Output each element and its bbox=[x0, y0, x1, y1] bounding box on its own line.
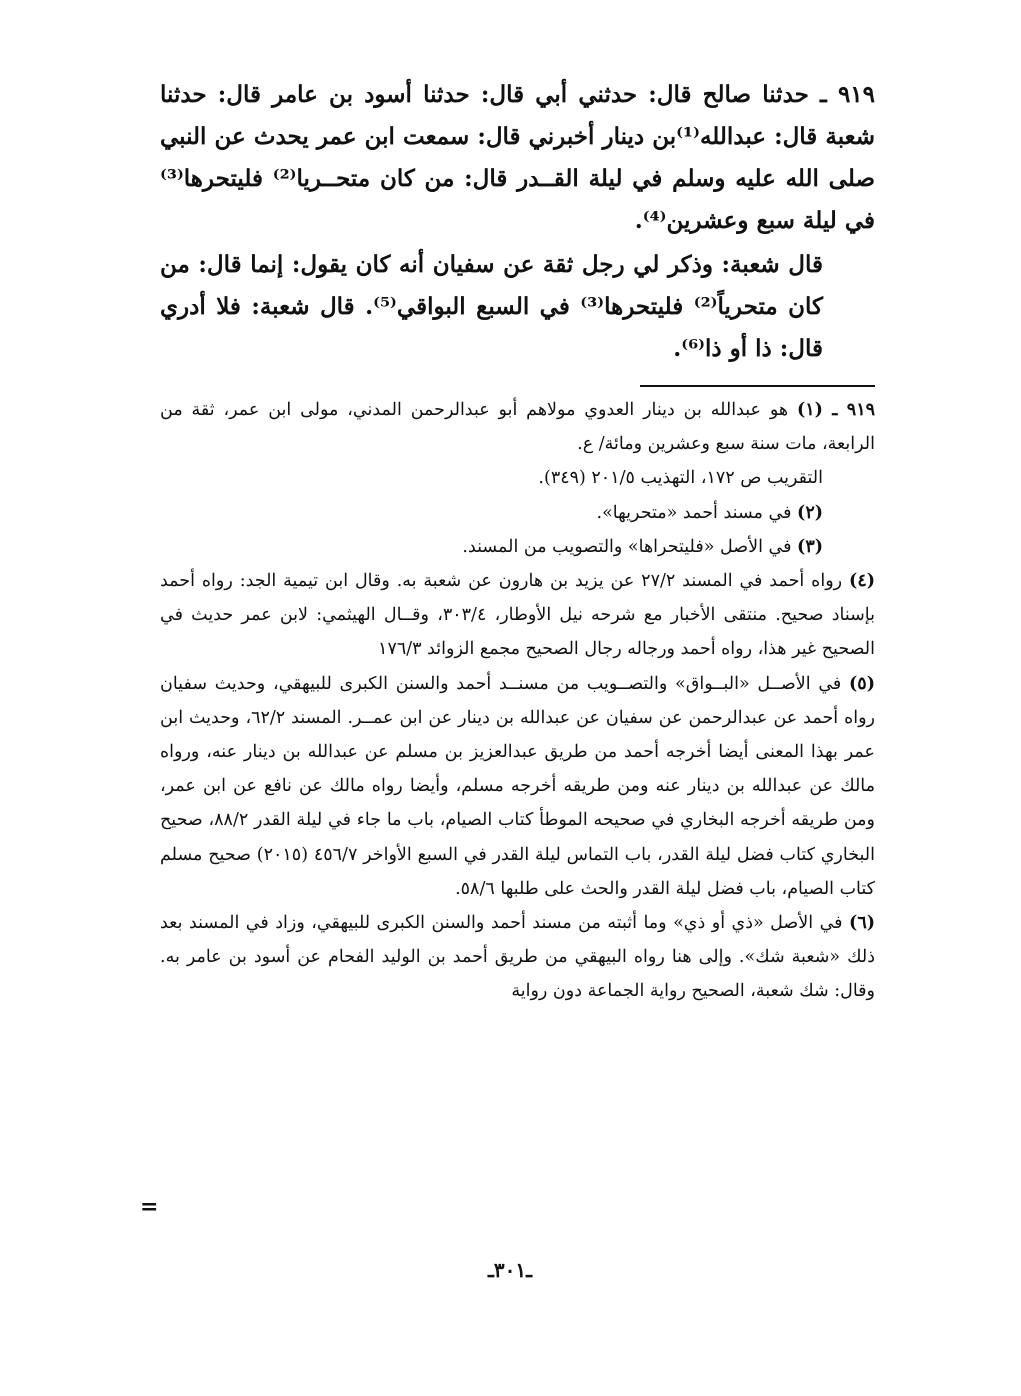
footnote-3 bbox=[160, 530, 875, 564]
footnote-1 bbox=[160, 393, 875, 461]
footnote-divider bbox=[640, 385, 875, 387]
hadith-text bbox=[160, 74, 875, 370]
hadith-paragraph-2: قال شعبة: وذكر لي رجل ثقة عن سفيان أنه كان يقول: إنما قال: من كان متحرياً⁽²⁾ فليتحرها⁽³⁾ في السبع البواقي⁽⁵⁾. قال شعبة: فلا أدري قال: ذا أو ذا⁽⁶⁾. bbox=[160, 251, 823, 362]
footnotes bbox=[160, 393, 875, 1009]
footnote-marker: (٤) bbox=[849, 571, 875, 592]
page-number: ـ٣٠١ـ bbox=[488, 1258, 532, 1282]
footnote-text: في الأصــل «البــواق» والتصــويب من مسنــد أحمد والسنن الكبرى للبيهقي، وحديث سفيان رواه أحمد عن عبدالرحمن عن سفيان عن عبدالله بن دينار عن ابن عمــر. المسند ٦٢/٢، وحديث ابن عمر بهذا المعنى أيضا أخرجه أحمد من طريق عبدالعزيز بن مسلم عن عبدالله بن دينار عنه، ورواه مالك عن عبدالله بن دينار عنه ومن طريقه أخرجه مسلم، وأيضا رواه مالك عن نافع عن ابن عمر، ومن طريقه أخرجه البخاري في صحيحه الموطأ كتاب الصيام، باب ما جاء في ليلة القدر ٨٨/٢، صحيح البخاري كتاب فضل ليلة القدر، باب التماس ليلة القدر في السبع الأواخر ٤٥٦/٧ (٢٠١٥) صحيح مسلم كتاب الصيام، باب فضل ليلة القدر والحث على طلبها ٥٨/٦. bbox=[160, 673, 875, 899]
footnote-6 bbox=[160, 906, 875, 1009]
footnote-5 bbox=[160, 667, 875, 906]
footnote-marker: (٣) bbox=[797, 536, 823, 557]
footnote-marker: (٦) bbox=[849, 913, 875, 934]
footnote-2 bbox=[160, 496, 875, 530]
footnote-1-ref bbox=[160, 461, 875, 495]
footnote-text: في الأصل «ذي أو ذي» وما أثبته من مسند أحمد والسنن الكبرى للبيهقي، وزاد في المسند بعد ذلك «شعبة شك». وإلى هنا رواه البيهقي من طريق أحمد بن الوليد الفحام عن أسود بن عامر به. وقال: شك شعبة، الصحيح رواية الجماعة دون رواية bbox=[160, 913, 875, 1002]
footnote-marker: (٢) bbox=[797, 502, 823, 523]
hadith-number: ٩١٩ ـ bbox=[820, 81, 875, 108]
footnote-marker: ٩١٩ ـ (١) bbox=[796, 400, 875, 420]
footnote-text: في مسند أحمد «متحريها». bbox=[596, 502, 792, 523]
footnote-text: التقريب ص ١٧٢، التهذيب ٢٠١/٥ (٣٤٩). bbox=[538, 468, 823, 489]
footnote-text: في الأصل «فليتحراها» والتصويب من المسند. bbox=[462, 536, 792, 557]
footnote-text: هو عبدالله بن دينار العدوي مولاهم أبو عبدالرحمن المدني، مولى ابن عمر، ثقة من الرابعة، مات سنة سبع وعشرين ومائة/ ع. bbox=[160, 400, 875, 455]
continuation-mark: = bbox=[140, 1194, 159, 1220]
footnote-4 bbox=[160, 564, 875, 667]
hadith-body-1: حدثنا صالح قال: حدثني أبي قال: حدثنا أسود بن عامر قال: حدثنا شعبة قال: عبدالله⁽¹⁾بن دينار أخبرني قال: سمعت ابن عمر يحدث عن النبي صلى الله عليه وسلم في ليلة القــدر قال: من كان متحــريا⁽²⁾ فليتحرها⁽³⁾ في ليلة سبع وعشرين⁽⁴⁾. bbox=[160, 81, 876, 234]
hadith-paragraph-1 bbox=[160, 74, 875, 242]
footnote-text: رواه أحمد في المسند ٢٧/٢ عن يزيد بن هارون عن شعبة به. وقال ابن تيمية الجد: رواه أحمد بإسناد صحيح. منتقى الأخبار مع شرحه نيل الأوطار، ٣٠٣/٤، وقــال الهيثمي: لابن عمر حديث في الصحيح غير هذا، رواه أحمد ورجاله رجال الصحيح مجمع الزوائد ١٧٦/٣ bbox=[160, 571, 875, 660]
footnote-marker: (٥) bbox=[849, 673, 875, 694]
